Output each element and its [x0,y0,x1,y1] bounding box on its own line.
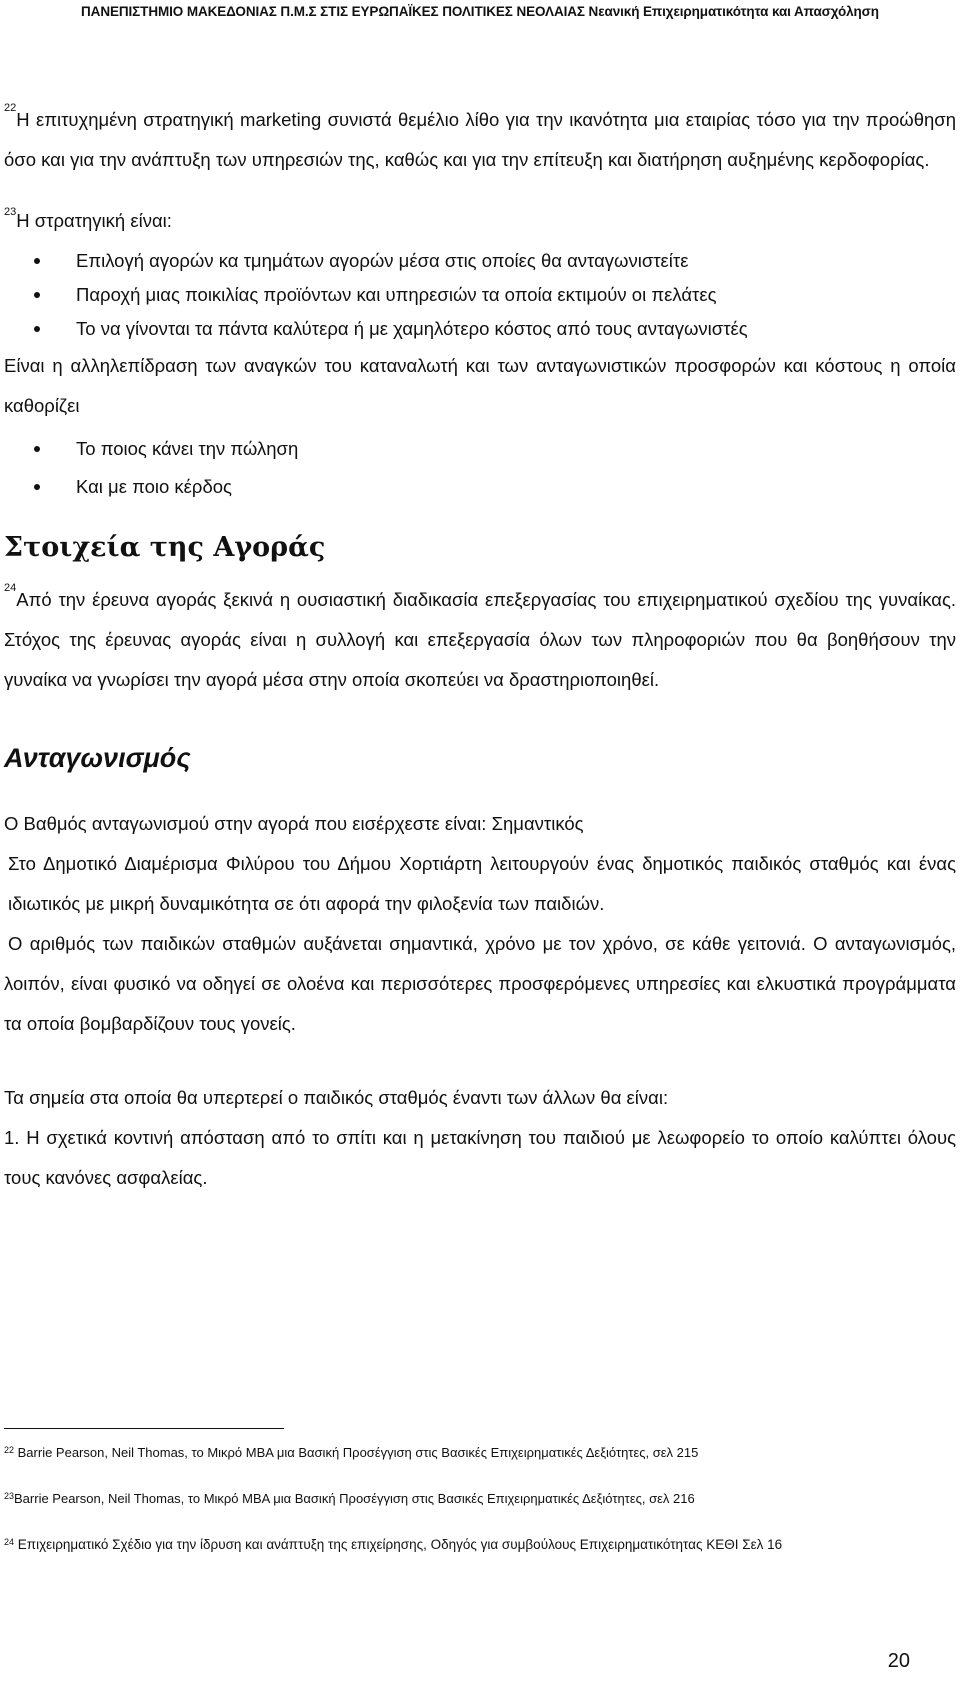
bullet-icon [34,292,40,298]
footnote-ref-23[interactable]: 23 [4,206,17,218]
list-item: Παροχή μιας ποικιλίας προϊόντων και υπηρεσιών τα οποία εκτιμούν οι πελάτες [4,278,956,312]
bullet-icon [34,326,40,332]
strategy-intro: $^{23}$Η στρατηγική είναι: [4,206,172,231]
footnote-ref-22[interactable]: 22 [4,102,17,114]
competition-paragraph-1: Στο Δημοτικό Διαμέρισμα Φιλύρου του Δήμου Χορτιάρτη λειτουργούν ένας δημοτικός παιδικός σταθμός και ένας ιδιωτικός με μικρή δυναμικότητα σε ότι αφορά την φιλοξενία των παιδιών. [8,853,956,914]
competition-paragraph-2: Ο αριθμός των παιδικών σταθμών αυξάνεται σημαντικά, χρόνο με τον χρόνο, σε κάθε γειτονιά. Ο ανταγωνισμός, λοιπόν, είναι φυσικό να οδηγεί σε ολοένα και περισσότερες προσφερόμενες υπηρεσίες και ελκυστικά προγράμματα τα οποία βομβαρδίζουν τους γονείς. [4,933,956,1034]
market-heading: Στοιχεία της Αγοράς [4,532,326,563]
bullet-icon [34,446,40,452]
page-body [4,100,956,1198]
bullet-icon [34,258,40,264]
market-paragraph: $^{24}$Από την έρευνα αγοράς ξεκινά η ουσιαστική διαδικασία επεξεργασίας του επιχειρηματικού σχεδίου της γυναίκας. Στόχος της έρευνας αγοράς είναι η συλλογή και επεξεργασία όλων των πληροφοριών που θα βοηθήσουν την γυναίκα να γνωρίσει την αγορά μέσα στην οποία σκοπεύει να δραστηριοποιηθεί. [4,582,956,690]
competition-heading: Ανταγωνισμός [4,743,191,773]
list-item: Το ποιος κάνει την πώληση [4,430,956,468]
list-item: Επιλογή αγορών κα τμημάτων αγορών μέσα στις οποίες θα ανταγωνιστείτε [4,244,956,278]
footnote-separator [4,1428,284,1429]
list-item: Και με ποιο κέρδος [4,468,956,506]
determines-list [4,430,956,506]
running-header: ΠΑΝΕΠΙΣΤΗΜΙΟ ΜΑΚΕΔΟΝΙΑΣ Π.Μ.Σ ΣΤΙΣ ΕΥΡΩΠΑΪΚΕΣ ΠΟΛΙΤΙΚΕΣ ΝΕΟΛΑΙΑΣ Νεανική Επιχειρηματικότητα και Απασχόληση [81,4,879,19]
footnote-24: $^{24}$ Επιχειρηματικό Σχέδιο για την ίδρυση και ανάπτυξη της επιχείρησης, Οδηγός για συμβούλους Επιχειρηματικότητας ΚΕΘΙ Σελ 16 [4,1537,783,1552]
page-number: 20 [887,1650,910,1672]
footnote-23: $^{23}$Barrie Pearson, Neil Thomas, το Μικρό ΜΒΑ μια Βασική Προσέγγιση στις Βασικές Επιχειρηματικές Δεξιότητες, σελ 216 [4,1491,695,1506]
advantage-item-1: 1. Η σχετικά κοντινή απόσταση από το σπίτι και η μετακίνηση του παιδιού με λεωφορείο το οποίο καλύπτει όλους τους κανόνες ασφαλείας. [4,1127,956,1188]
marketing-paragraph [4,100,956,180]
competition-level: Ο Βαθμός ανταγωνισμού στην αγορά που εισέρχεστε είναι: Σημαντικός [4,813,584,834]
bullet-icon [34,484,40,490]
strategy-list [4,244,956,346]
marketing-text: Η επιτυχημένη στρατηγική marketing συνιστά θεμέλιο λίθο για την ικανότητα μια εταιρίας τόσο για την προώθηση όσο και για την ανάπτυξη των υπηρεσιών της, καθώς και για την επίτευξη και διατήρηση αυξημένης κερδοφορίας. [4,109,956,170]
advantages-intro: Τα σημεία στα οποία θα υπερτερεί ο παιδικός σταθμός έναντι των άλλων θα είναι: [4,1087,669,1108]
footnotes [4,1428,956,1581]
list-item: Το να γίνονται τα πάντα καλύτερα ή με χαμηλότερο κόστος από τους ανταγωνιστές [4,312,956,346]
footnote-22: $^{22}$ Barrie Pearson, Neil Thomas, το Μικρό ΜΒΑ μια Βασική Προσέγγιση στις Βασικές Επιχειρηματικές Δεξιότητες, σελ 215 [4,1445,699,1460]
footnote-ref-24[interactable]: 24 [4,582,17,594]
interaction-paragraph: Είναι η αλληλεπίδραση των αναγκών του καταναλωτή και των ανταγωνιστικών προσφορών και κόστους η οποία καθορίζει [4,355,956,416]
